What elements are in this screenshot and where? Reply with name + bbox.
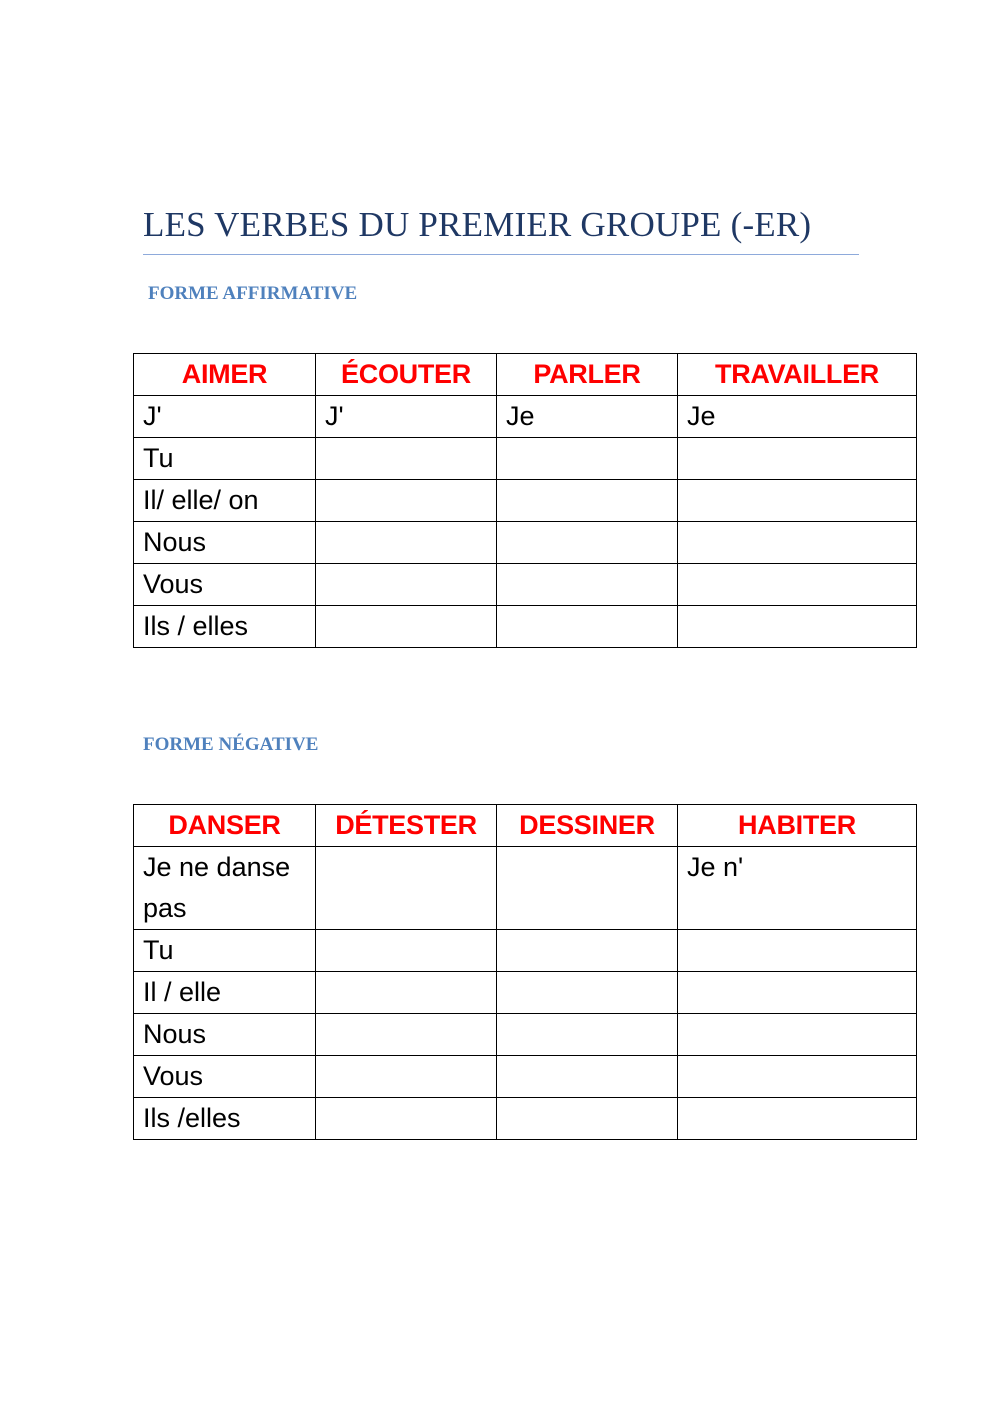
conjugation-cell[interactable]: Je ne danse pas xyxy=(134,847,316,930)
conjugation-cell[interactable] xyxy=(678,1098,917,1140)
table-row xyxy=(134,438,917,480)
conjugation-cell[interactable] xyxy=(497,606,678,648)
table-row xyxy=(134,522,917,564)
conjugation-cell[interactable] xyxy=(678,564,917,606)
conjugation-cell[interactable] xyxy=(316,930,497,972)
verb-header: AIMER xyxy=(134,354,316,396)
table-header-row xyxy=(134,354,917,396)
conjugation-cell[interactable] xyxy=(316,438,497,480)
conjugation-cell[interactable] xyxy=(678,606,917,648)
section-heading-negative: FORME NÉGATIVE xyxy=(143,734,319,755)
conjugation-cell[interactable]: Nous xyxy=(134,522,316,564)
table-row xyxy=(134,606,917,648)
conjugation-cell[interactable]: Tu xyxy=(134,930,316,972)
conjugation-cell[interactable] xyxy=(497,480,678,522)
verb-header: HABITER xyxy=(678,805,917,847)
conjugation-cell[interactable] xyxy=(678,930,917,972)
table-row xyxy=(134,564,917,606)
conjugation-cell[interactable]: Je xyxy=(497,396,678,438)
conjugation-cell[interactable]: Je n' xyxy=(678,847,917,930)
section-heading-affirmative: FORME AFFIRMATIVE xyxy=(148,283,358,304)
conjugation-cell[interactable] xyxy=(497,564,678,606)
conjugation-cell[interactable] xyxy=(497,438,678,480)
verb-header: DANSER xyxy=(134,805,316,847)
conjugation-cell[interactable] xyxy=(497,1098,678,1140)
conjugation-cell[interactable]: Nous xyxy=(134,1014,316,1056)
table-row xyxy=(134,847,917,930)
table-row xyxy=(134,396,917,438)
page-title: LES VERBES DU PREMIER GROUPE (-ER) xyxy=(143,205,812,244)
conjugation-cell[interactable] xyxy=(497,1014,678,1056)
table-row xyxy=(134,480,917,522)
table-row xyxy=(134,930,917,972)
verb-header: TRAVAILLER xyxy=(678,354,917,396)
conjugation-cell[interactable] xyxy=(497,972,678,1014)
table-row xyxy=(134,1014,917,1056)
conjugation-cell[interactable] xyxy=(316,1014,497,1056)
conjugation-cell[interactable] xyxy=(497,847,678,930)
conjugation-cell[interactable] xyxy=(678,1014,917,1056)
conjugation-cell[interactable] xyxy=(497,1056,678,1098)
conjugation-table-affirmative xyxy=(133,353,917,648)
conjugation-cell[interactable] xyxy=(678,972,917,1014)
table-header-row xyxy=(134,805,917,847)
conjugation-cell[interactable]: Tu xyxy=(134,438,316,480)
conjugation-cell[interactable]: Il / elle xyxy=(134,972,316,1014)
conjugation-cell[interactable] xyxy=(316,847,497,930)
verb-header: ÉCOUTER xyxy=(316,354,497,396)
conjugation-cell[interactable] xyxy=(497,930,678,972)
conjugation-cell[interactable]: Ils /elles xyxy=(134,1098,316,1140)
conjugation-cell[interactable]: Vous xyxy=(134,564,316,606)
table-row xyxy=(134,1056,917,1098)
conjugation-cell[interactable]: J' xyxy=(134,396,316,438)
conjugation-cell[interactable]: J' xyxy=(316,396,497,438)
conjugation-cell[interactable] xyxy=(316,1098,497,1140)
conjugation-cell[interactable] xyxy=(497,522,678,564)
conjugation-cell[interactable] xyxy=(678,480,917,522)
table-row xyxy=(134,1098,917,1140)
verb-header: DÉTESTER xyxy=(316,805,497,847)
title-underline xyxy=(143,254,859,255)
verb-header: PARLER xyxy=(497,354,678,396)
conjugation-cell[interactable]: Je xyxy=(678,396,917,438)
conjugation-table-negative xyxy=(133,804,917,1140)
conjugation-cell[interactable]: Il/ elle/ on xyxy=(134,480,316,522)
conjugation-cell[interactable] xyxy=(316,522,497,564)
conjugation-cell[interactable] xyxy=(316,972,497,1014)
conjugation-cell[interactable]: Ils / elles xyxy=(134,606,316,648)
conjugation-cell[interactable] xyxy=(316,1056,497,1098)
conjugation-cell[interactable] xyxy=(316,564,497,606)
verb-header: DESSINER xyxy=(497,805,678,847)
conjugation-cell[interactable] xyxy=(678,522,917,564)
conjugation-cell[interactable] xyxy=(678,438,917,480)
conjugation-cell[interactable]: Vous xyxy=(134,1056,316,1098)
conjugation-cell[interactable] xyxy=(316,606,497,648)
conjugation-cell[interactable] xyxy=(678,1056,917,1098)
conjugation-cell[interactable] xyxy=(316,480,497,522)
table-row xyxy=(134,972,917,1014)
